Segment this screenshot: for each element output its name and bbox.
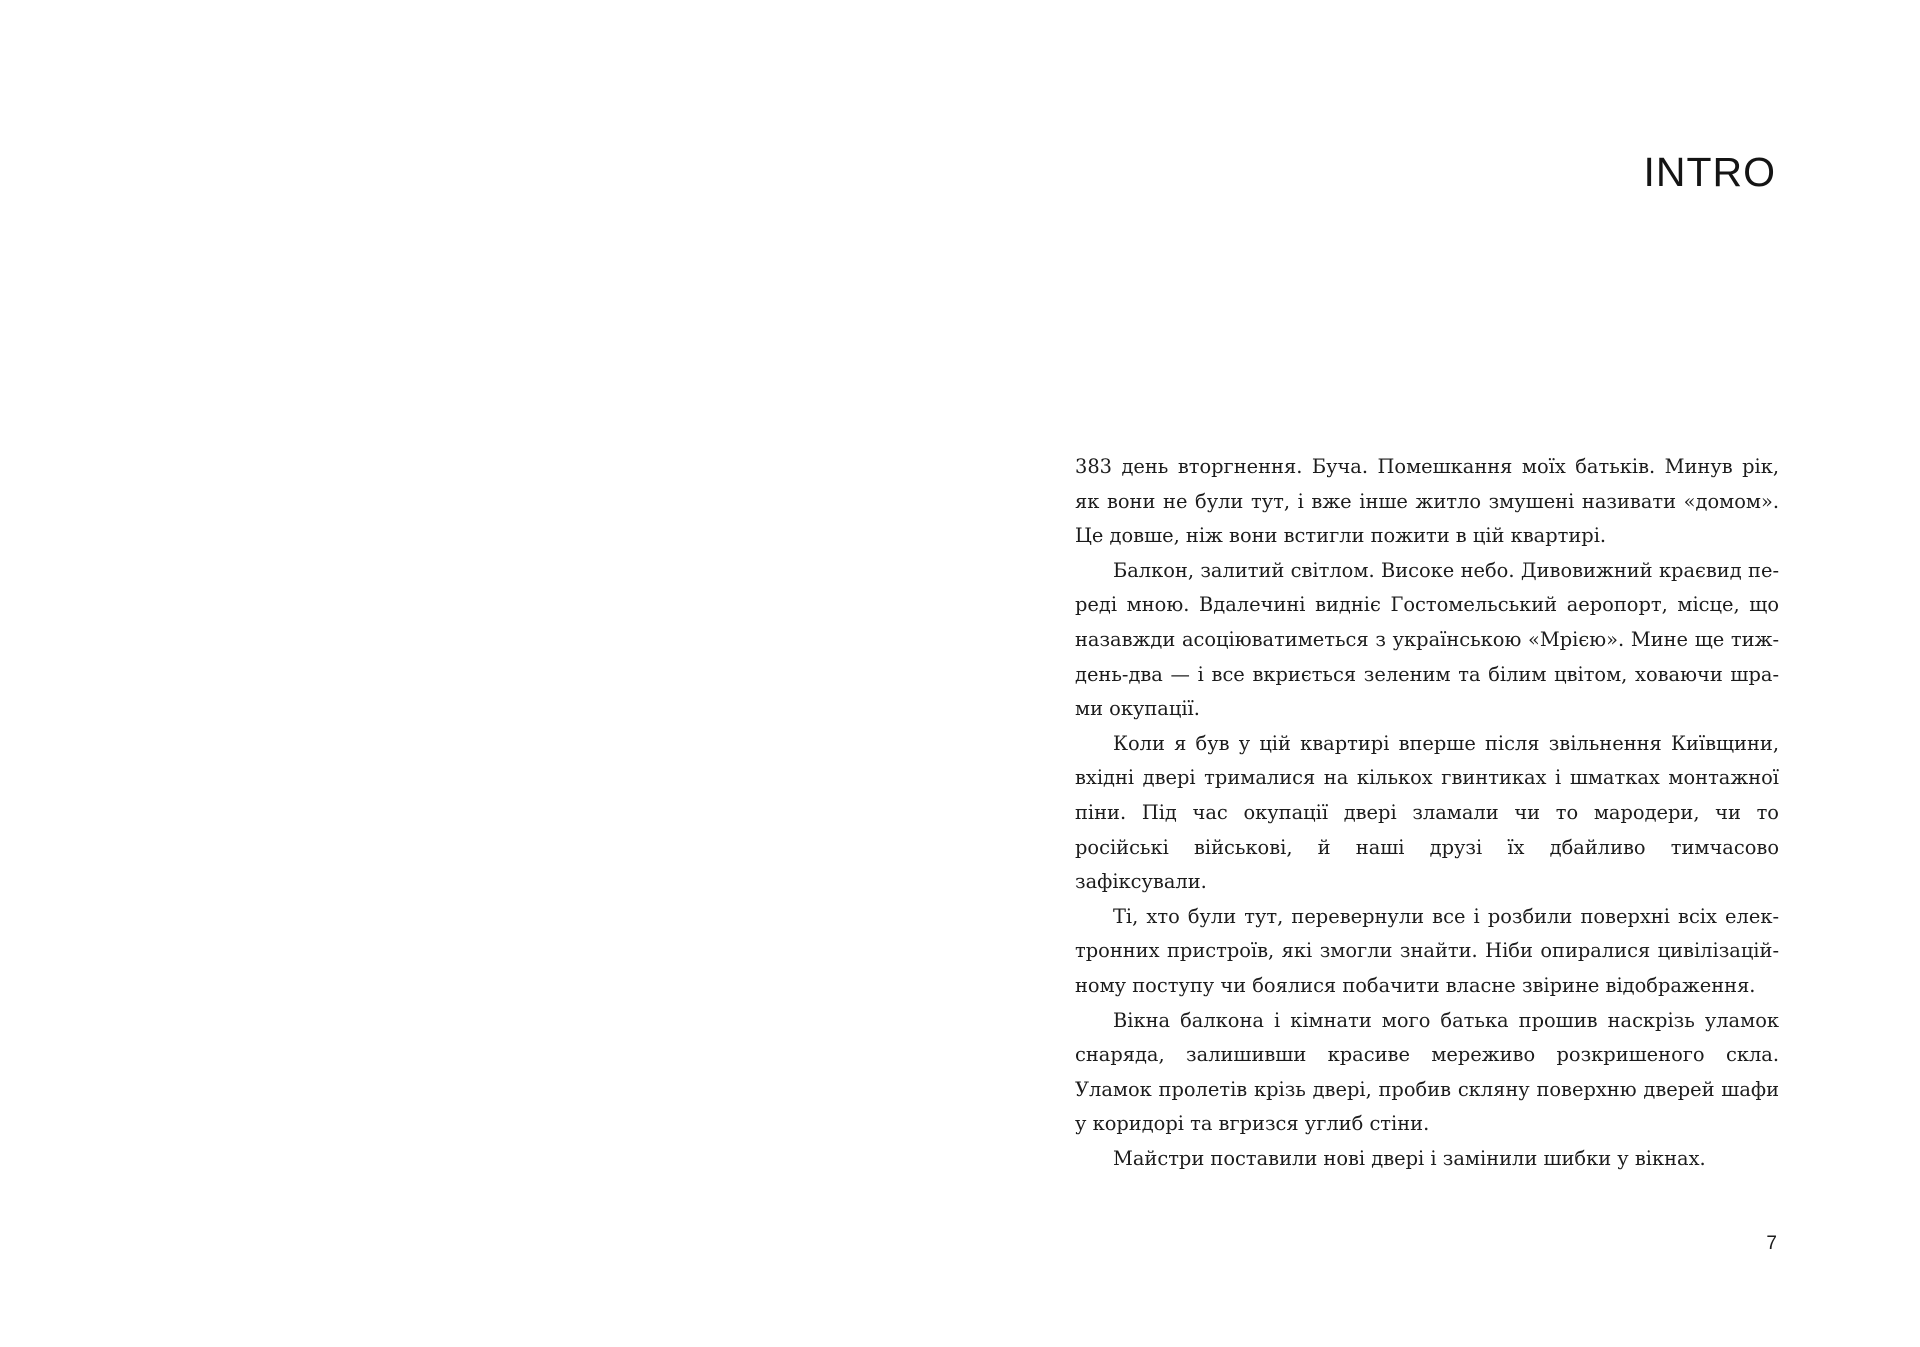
paragraph-6: Майстри поставили нові двері і замінили шибки у вікнах. [1113,1146,1706,1170]
page-number: 7 [1766,1233,1777,1254]
paragraph-5: Вікна балкона і кімнати мого батька прошив наскрізь уламок снаряда, залишивши красиве мереживо розкришеного скла. Уламок пролетів крізь двері, пробив скляну поверхню дверей шафи у коридорі та вгризся углиб стіни. [1075,1008,1779,1136]
paragraph-1: 383 день вторгнення. Буча. Помешкання моїх батьків. Минув рік, як вони не були тут, і вже інше житло змушені називати «домом». Це довше, ніж вони встигли пожити в цій квартирі. [1075,455,1779,548]
right-page [960,0,1920,1347]
paragraph-2: Балкон, залитий світлом. Високе небо. Дивовижний краєвид переді мною. Вдалечині видніє Гостомельський аеропорт, місце, що назавжди асоціюватиметься з українською «Мрією». Мине ще тиждень-два — і все вкриється зеленим та білим цвітом, ховаючи шрами окупації. [1075,558,1779,721]
paragraph-4: Ті, хто були тут, перевернули все і розбили поверхні всіх електронних пристроїв, які змогли знайти. Ніби опиралися цивілізаційному поступу чи боялися побачити власне звірине відображення. [1075,904,1779,997]
body-text [1075,450,1779,1176]
paragraph-3: Коли я був у цій квартирі вперше після звільнення Київщини, вхідні двері трималися на кількох гвинтиках і шматках монтажної піни. Під час окупації двері зламали чи то мародери, чи то російські військові, й наші друзі їх дбайливо тимчасово зафіксували. [1075,731,1779,894]
chapter-title: INTRO [1643,149,1776,195]
